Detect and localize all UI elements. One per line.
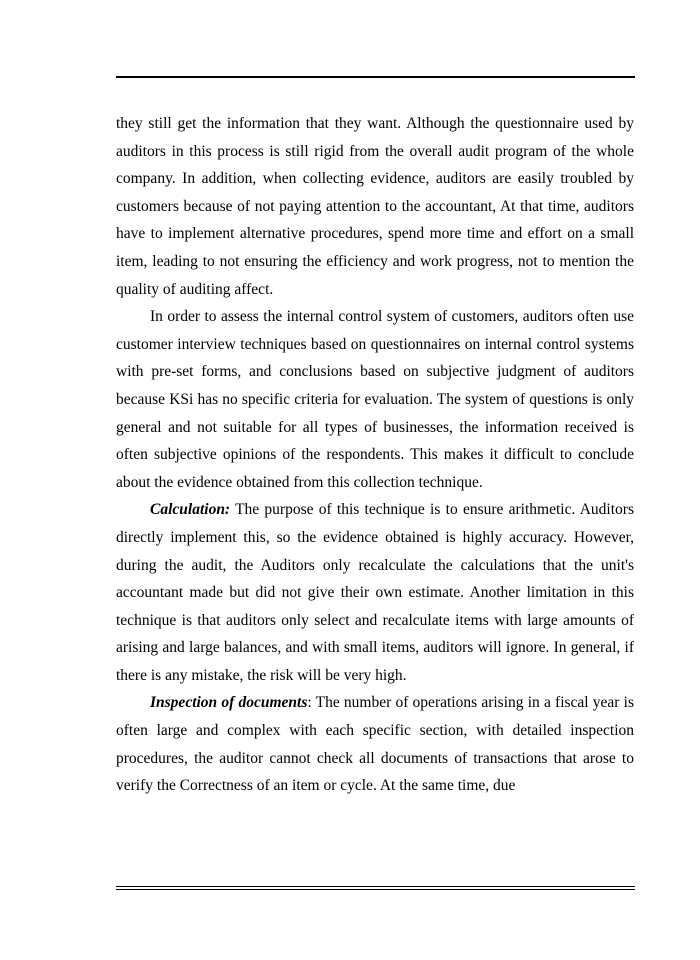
- calculation-term: Calculation:: [150, 501, 231, 519]
- paragraph-calculation: [116, 496, 634, 689]
- inspection-term: Inspection of documents: [150, 694, 308, 712]
- footer-rule: [116, 886, 635, 890]
- header-rule: [116, 76, 635, 78]
- inspection-text: : The number of operations arising in a fiscal year is often large and complex with each specific section, with detailed inspection procedures, the auditor cannot check all documents of transactions that arose to verify the Correctness of an item or cycle. At the same time, due: [116, 694, 635, 795]
- paragraph-internal-control: In order to assess the internal control system of customers, auditors often use customer interview techniques based on questionnaires on internal control systems with pre-set forms, and conclusions based on subjective judgment of auditors because KSi has no specific criteria for evaluation. The system of questions is only general and not suitable for all types of businesses, the information received is often subjective opinions of the respondents. This makes it difficult to conclude about the evidence obtained from this collection technique.: [116, 308, 634, 491]
- body-text: [116, 110, 634, 800]
- paragraph-continuation: they still get the information that they want. Although the questionnaire used by auditors in this process is still rigid from the overall audit program of the whole company. In addition, when collecting evidence, auditors are easily troubled by customers because of not paying attention to the accountant, At that time, auditors have to implement alternative procedures, spend more time and effort on a small item, leading to not ensuring the efficiency and work progress, not to mention the quality of auditing affect.: [116, 115, 634, 298]
- calculation-text: The purpose of this technique is to ensure arithmetic. Auditors directly implement this, so the evidence obtained is highly accuracy. However, during the audit, the Auditors only recalculate the calculations that the unit's accountant made but did not give their own estimate. Another limitation in this technique is that auditors only select and recalculate items with large amounts of arising and large balances, and with small items, auditors will ignore. In general, if there is any mistake, the risk will be very high.: [116, 501, 634, 684]
- paragraph-inspection: [116, 689, 634, 799]
